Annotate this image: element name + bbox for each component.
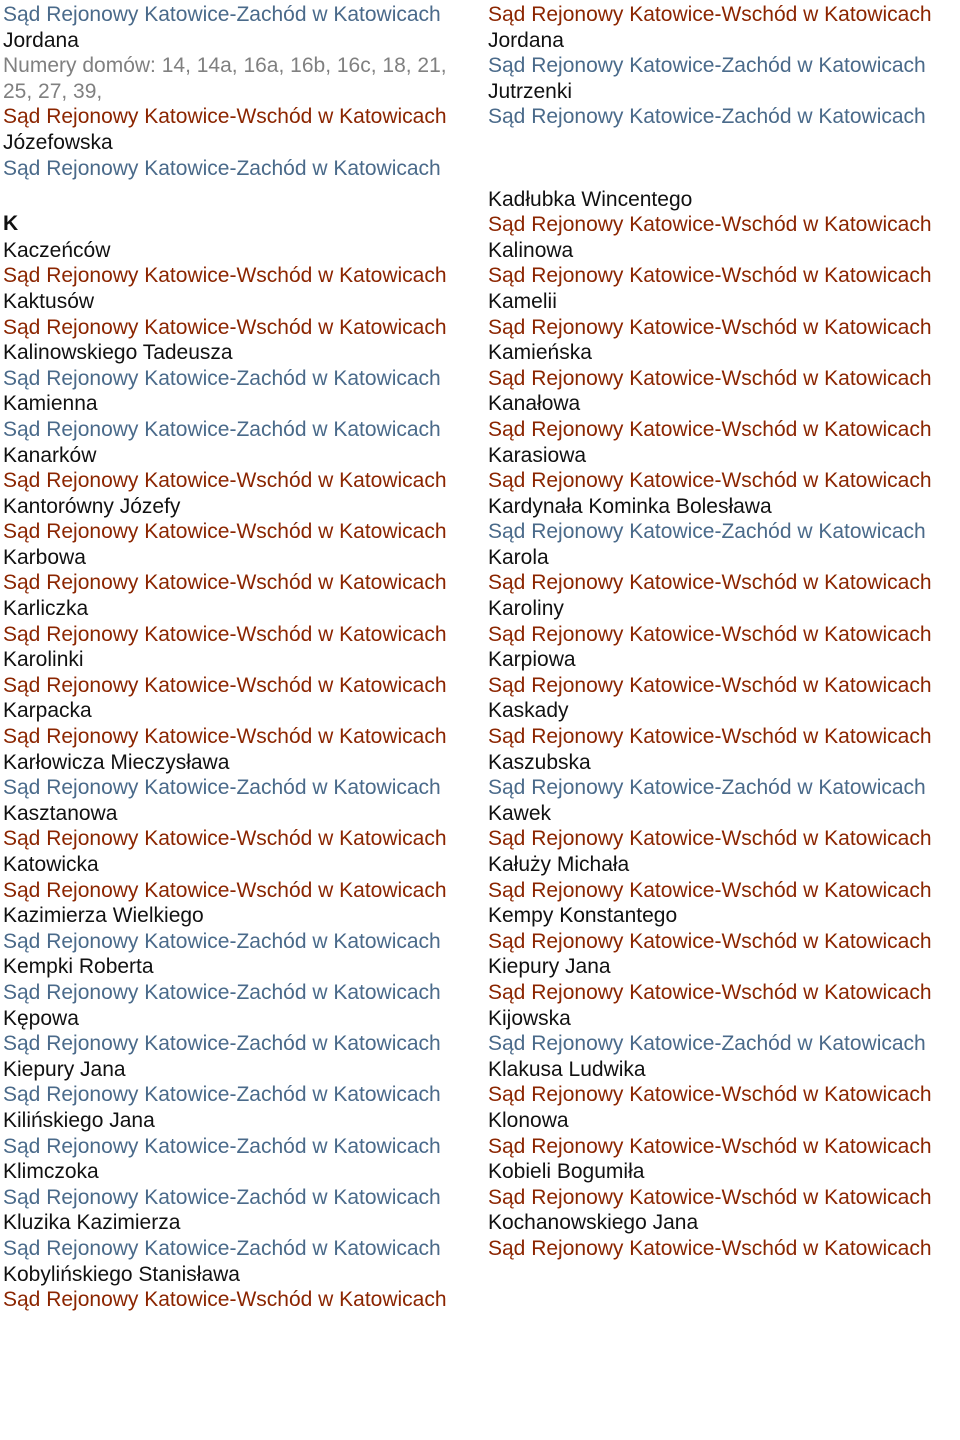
street-entry (3, 903, 485, 954)
court-name: Sąd Rejonowy Katowice-Wschód w Katowicach (3, 571, 447, 595)
street-entry (3, 545, 485, 596)
street-entry (488, 1210, 960, 1261)
court-name: Sąd Rejonowy Katowice-Wschód w Katowicach (3, 725, 447, 749)
street-entry (3, 28, 485, 130)
court-name: Sąd Rejonowy Katowice-Wschód w Katowicach (488, 366, 932, 390)
street-name: Kilińskiego Jana (3, 1108, 155, 1132)
street-entry (488, 1006, 960, 1057)
street-name: Kalinowskiego Tadeusza (3, 341, 233, 365)
court-name: Sąd Rejonowy Katowice-Zachód w Katowicach (3, 3, 441, 26)
court-name: Sąd Rejonowy Katowice-Wschód w Katowicach (488, 264, 932, 288)
street-name: Kiepury Jana (488, 955, 611, 979)
street-entry (3, 1262, 485, 1313)
street-entry (488, 1057, 960, 1108)
street-name: Karolinki (3, 648, 84, 672)
street-name: Katowicka (3, 853, 99, 876)
street-entry (488, 545, 960, 596)
street-name: Karłowicza Mieczysława (3, 750, 230, 774)
street-name: Kempy Konstantego (488, 904, 678, 928)
street-name: Kałuży Michała (488, 853, 630, 876)
street-name: Kanałowa (488, 392, 581, 416)
street-name: Kochanowskiego Jana (488, 1211, 699, 1235)
court-name: Sąd Rejonowy Katowice-Zachód w Katowicach (3, 776, 441, 800)
street-name: Kamieńska (488, 341, 592, 365)
street-name: Karbowa (3, 545, 86, 569)
left-j-entries (3, 2, 485, 181)
court-name: Sąd Rejonowy Katowice-Wschód w Katowicach (488, 622, 932, 646)
street-name: Jordana (3, 28, 79, 52)
street-entry (488, 443, 960, 494)
street-entry (3, 443, 485, 494)
street-entry (3, 954, 485, 1005)
street-entry (3, 130, 485, 181)
street-name: Józefowska (3, 130, 113, 154)
court-name: Sąd Rejonowy Katowice-Wschód w Katowicach (3, 264, 447, 288)
street-entry (488, 750, 960, 801)
street-entry (3, 1159, 485, 1210)
street-name: Karoliny (488, 597, 564, 621)
street-entry (3, 852, 485, 903)
street-name: Klakusa Ludwika (488, 1057, 646, 1081)
court-name: Sąd Rejonowy Katowice-Wschód w Katowicach (3, 827, 447, 851)
street-entry (488, 79, 960, 130)
court-name: Sąd Rejonowy Katowice-Wschód w Katowicach (488, 725, 932, 749)
street-entry (488, 2, 960, 28)
court-name: Sąd Rejonowy Katowice-Wschód w Katowicach (488, 1185, 932, 1209)
court-name: Sąd Rejonowy Katowice-Zachód w Katowicach (488, 54, 926, 78)
street-name: Kasztanowa (3, 801, 118, 825)
street-entry (488, 187, 960, 238)
street-name: Kazimierza Wielkiego (3, 904, 204, 928)
court-name: Sąd Rejonowy Katowice-Zachód w Katowicach (488, 520, 926, 544)
street-name: Kantorówny Józefy (3, 494, 181, 518)
street-entry (3, 750, 485, 801)
court-name: Sąd Rejonowy Katowice-Wschód w Katowicach (488, 213, 932, 237)
street-name: Kawek (488, 801, 552, 825)
street-name: Kempki Roberta (3, 955, 154, 979)
left-k-entries (3, 238, 485, 1313)
court-name: Sąd Rejonowy Katowice-Zachód w Katowicach (3, 1083, 441, 1107)
street-name: Kaskady (488, 699, 569, 723)
right-k-entries (488, 187, 960, 1262)
court-name: Sąd Rejonowy Katowice-Zachód w Katowicach (488, 105, 926, 129)
court-name: Sąd Rejonowy Katowice-Wschód w Katowicach (3, 520, 447, 544)
court-name: Sąd Rejonowy Katowice-Wschód w Katowicach (488, 929, 932, 953)
street-entry (3, 801, 485, 852)
court-name: Sąd Rejonowy Katowice-Wschód w Katowicach (488, 1236, 932, 1260)
street-name: Kluzika Kazimierza (3, 1211, 181, 1235)
court-name: Sąd Rejonowy Katowice-Zachód w Katowicach (3, 929, 441, 953)
street-entry (3, 1057, 485, 1108)
street-entry (488, 852, 960, 903)
court-name: Sąd Rejonowy Katowice-Zachód w Katowicach (3, 980, 441, 1004)
court-name: Sąd Rejonowy Katowice-Wschód w Katowicach (3, 673, 447, 697)
court-name: Sąd Rejonowy Katowice-Zachód w Katowicach (3, 417, 441, 441)
court-name: Sąd Rejonowy Katowice-Zachód w Katowicach (488, 1032, 926, 1056)
street-entry (3, 238, 485, 289)
street-entry (3, 391, 485, 442)
street-entry (3, 698, 485, 749)
section-letter-spacer (488, 155, 960, 187)
house-numbers-note: Numery domów: 14, 14a, 16a, 16b, 16c, 18, 21, 25, 27, 39, (3, 54, 447, 103)
street-name: Kadłubka Wincentego (488, 187, 693, 211)
street-name: Karpiowa (488, 648, 576, 672)
court-name: Sąd Rejonowy Katowice-Zachód w Katowicach (3, 366, 441, 390)
street-entry (488, 391, 960, 442)
street-entry (488, 903, 960, 954)
court-name: Sąd Rejonowy Katowice-Wschód w Katowicach (488, 3, 932, 26)
street-name: Jordana (488, 28, 564, 52)
street-name: Kaszubska (488, 750, 591, 774)
street-name: Karola (488, 545, 549, 569)
section-letter-k: K (3, 212, 19, 236)
court-name: Sąd Rejonowy Katowice-Zachód w Katowicach (3, 1236, 441, 1260)
street-name: Kardynała Kominka Bolesława (488, 494, 772, 518)
street-entry (488, 801, 960, 852)
street-name: Kamienna (3, 392, 98, 416)
right-j-entries (488, 2, 960, 130)
court-name: Sąd Rejonowy Katowice-Wschód w Katowicach (3, 469, 447, 493)
street-name: Kiepury Jana (3, 1057, 126, 1081)
street-name: Kaktusów (3, 289, 95, 313)
section-gap (488, 130, 960, 155)
street-entry (3, 1210, 485, 1261)
street-name: Karliczka (3, 597, 89, 621)
court-name: Sąd Rejonowy Katowice-Zachód w Katowicach (488, 776, 926, 800)
street-entry (488, 340, 960, 391)
court-name: Sąd Rejonowy Katowice-Wschód w Katowicach (488, 469, 932, 493)
court-name: Sąd Rejonowy Katowice-Zachód w Katowicach (3, 1134, 441, 1158)
street-entry (488, 596, 960, 647)
court-name: Sąd Rejonowy Katowice-Zachód w Katowicach (3, 1032, 441, 1056)
street-entry (3, 340, 485, 391)
court-name: Sąd Rejonowy Katowice-Wschód w Katowicach (488, 315, 932, 339)
court-name: Sąd Rejonowy Katowice-Wschód w Katowicach (3, 1288, 447, 1312)
court-name: Sąd Rejonowy Katowice-Wschód w Katowicach (488, 980, 932, 1004)
street-name: Klonowa (488, 1108, 569, 1132)
court-name: Sąd Rejonowy Katowice-Wschód w Katowicach (488, 878, 932, 902)
street-name: Kalinowa (488, 238, 574, 262)
street-entry (488, 954, 960, 1005)
court-name: Sąd Rejonowy Katowice-Wschód w Katowicach (488, 1083, 932, 1107)
street-name: Karpacka (3, 699, 92, 723)
street-entry (488, 28, 960, 79)
court-name: Sąd Rejonowy Katowice-Wschód w Katowicach (488, 417, 932, 441)
street-entry (488, 238, 960, 289)
street-name: Kobieli Bogumiła (488, 1160, 645, 1184)
street-name: Klimczoka (3, 1160, 99, 1184)
street-name: Kijowska (488, 1006, 571, 1030)
street-entry (488, 289, 960, 340)
right-column (488, 2, 960, 1262)
street-entry (488, 1108, 960, 1159)
street-entry (488, 698, 960, 749)
street-entry (3, 1006, 485, 1057)
section-gap (3, 181, 485, 206)
court-name: Sąd Rejonowy Katowice-Wschód w Katowicach (3, 315, 447, 339)
street-entry (3, 289, 485, 340)
court-name: Sąd Rejonowy Katowice-Wschód w Katowicach (488, 827, 932, 851)
street-name: Kępowa (3, 1006, 79, 1030)
street-name: Kaczeńców (3, 238, 111, 262)
street-entry (3, 1108, 485, 1159)
court-name: Sąd Rejonowy Katowice-Wschód w Katowicach (488, 1134, 932, 1158)
street-entry (488, 1159, 960, 1210)
court-name: Sąd Rejonowy Katowice-Zachód w Katowicach (3, 156, 441, 180)
court-name: Sąd Rejonowy Katowice-Wschód w Katowicach (3, 105, 447, 129)
court-name: Sąd Rejonowy Katowice-Wschód w Katowicach (3, 622, 447, 646)
street-entry (488, 647, 960, 698)
left-column (3, 2, 485, 1313)
street-entry (3, 647, 485, 698)
court-name: Sąd Rejonowy Katowice-Wschód w Katowicach (488, 673, 932, 697)
street-name: Jutrzenki (488, 79, 573, 103)
street-entry (3, 596, 485, 647)
court-name: Sąd Rejonowy Katowice-Zachód w Katowicach (3, 1185, 441, 1209)
street-name: Kobylińskiego Stanisława (3, 1262, 240, 1286)
court-name: Sąd Rejonowy Katowice-Wschód w Katowicach (488, 571, 932, 595)
court-name: Sąd Rejonowy Katowice-Wschód w Katowicach (3, 878, 447, 902)
street-entry (3, 2, 485, 28)
street-entry (3, 494, 485, 545)
street-name: Karasiowa (488, 443, 587, 467)
street-name: Kanarków (3, 443, 97, 467)
street-entry (488, 494, 960, 545)
street-name: Kamelii (488, 289, 557, 313)
